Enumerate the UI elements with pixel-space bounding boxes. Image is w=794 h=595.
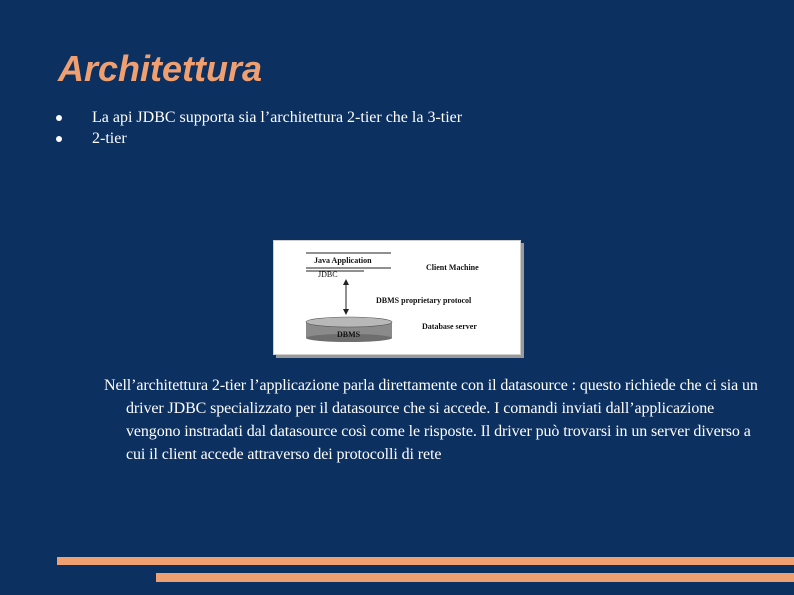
dbms-label: DBMS [337, 330, 361, 339]
description-paragraph: Nell’architettura 2-tier l’applicazione parla direttamente con il datasource : questo richiede che ci sia un driver JDBC specializzato per il datasource che si accede. I comandi inviati dall’applicazione vengono instradati dal datasource così come le risposte. Il driver può trovarsi in un server diverso a cui il client accede attraverso dei protocolli di rete [104, 377, 758, 463]
java-application-label: Java Application [314, 256, 372, 265]
architecture-diagram [273, 240, 521, 355]
bullet-item [54, 128, 462, 149]
database-server-label: Database server [422, 322, 477, 331]
jdbc-label: JDBC [318, 270, 338, 279]
bullet-dot-icon [56, 115, 62, 121]
architecture-diagram-svg [274, 241, 520, 354]
slide-title: Architettura [58, 48, 263, 89]
decorative-stripe-bottom [156, 573, 794, 582]
bullet-text: 2-tier [92, 130, 127, 147]
bullet-dot-icon [56, 136, 62, 142]
dbms-protocol-label: DBMS proprietary protocol [376, 296, 472, 305]
client-machine-label: Client Machine [426, 263, 479, 272]
double-arrow-icon [343, 279, 349, 315]
bullet-list [54, 107, 462, 149]
decorative-stripe-top [57, 557, 794, 565]
bullet-item [54, 107, 462, 128]
bullet-text: La api JDBC supporta sia l’architettura 2-tier che la 3-tier [92, 109, 463, 126]
